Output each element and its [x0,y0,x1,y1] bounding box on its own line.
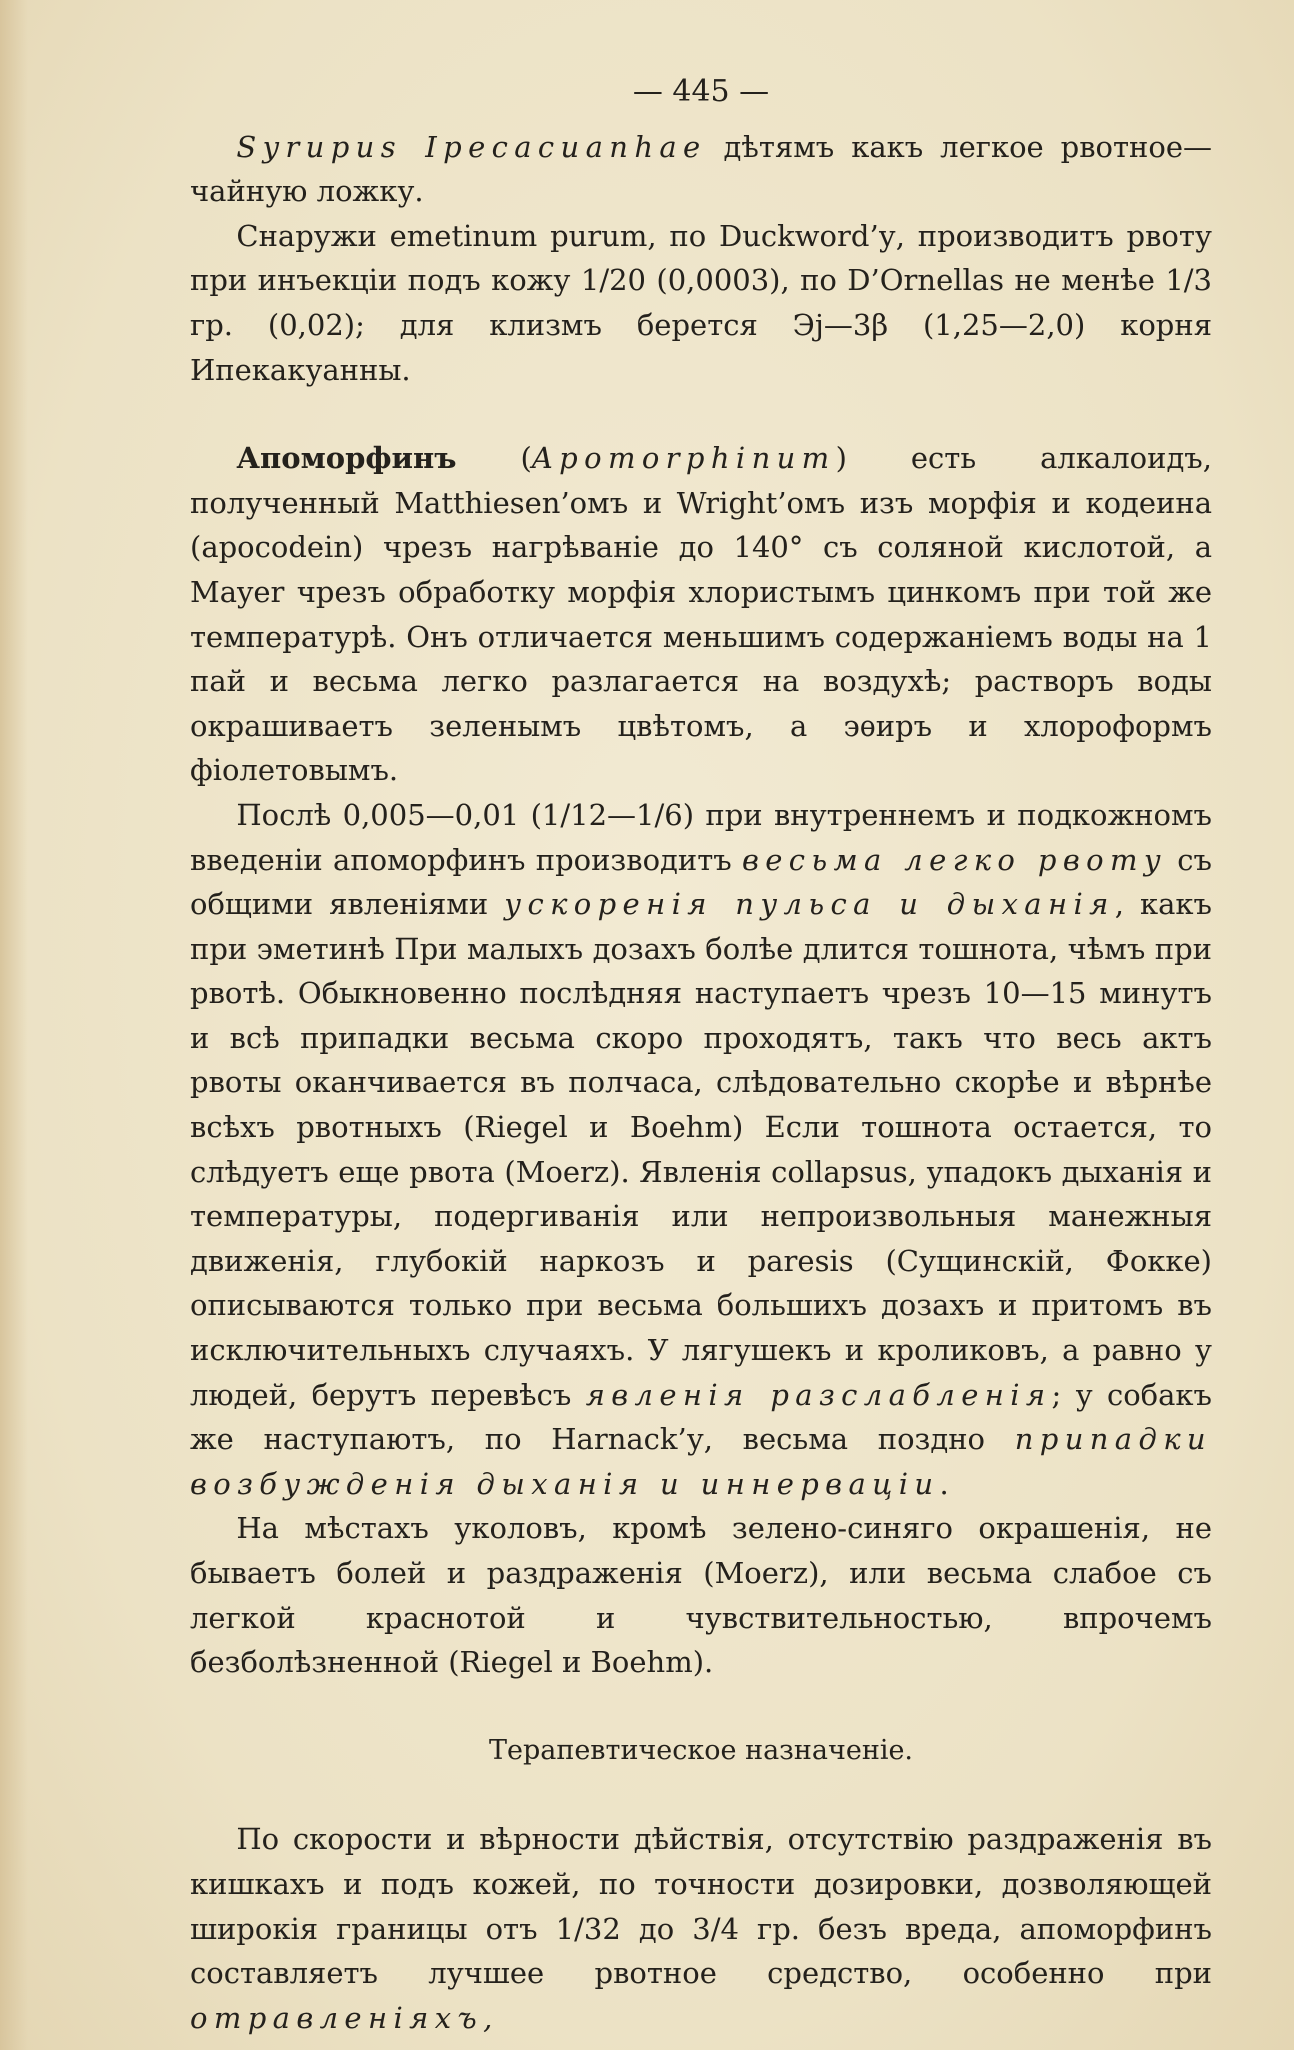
paragraph-text: . [939,1466,949,1501]
paragraph-text: По скорости и вѣрности дѣйствія, отсутствію раздраженія въ кишкахъ и подъ кожей, по точности дозировки, дозволяющей широкія границы отъ [190,1822,1212,1946]
section-heading: Терапевтическое назначеніе. [488,1734,914,1766]
term-apomorphinum-latin: Apomorphinum [531,441,836,476]
paragraph-injection-sites [190,1506,1212,1684]
page-binding-shadow [0,0,28,2050]
fraction: 1/6 [636,797,683,832]
page-text-block [190,70,1212,2040]
paragraph-text: ; у собакъ же наступаютъ, по Harnack’у, весьма поздно [190,1377,1212,1457]
emphasis: весьма легко рвоту [741,842,1168,877]
fraction: 1/32 [555,1911,621,1946]
emphasis: припадки возбужденія дыханія и иннерваціи [190,1422,1212,1501]
paragraph-text: Послѣ 0,005—0,01 ( [236,797,542,832]
paragraph-text: ) при внутреннемъ и подкожномъ введеніи апоморфинъ производитъ [190,797,1212,877]
fraction: 1/12 [541,797,608,832]
emphasis: явленія разслабленія [585,1377,1052,1412]
paragraph-text: дѣтямъ какъ легкое рвотное— чайную ложку. [190,129,1212,209]
fraction: 1/20 [580,263,646,298]
paragraph-syrupus [190,125,1212,214]
paragraph-text: до [620,1911,693,1946]
emphasis: ускоренія пульса и дыханія [504,887,1115,922]
emphasis: отравленіяхъ, [190,2000,499,2035]
paragraph-dosage-effects [190,793,1212,1507]
paragraph-text: На мѣстахъ уколовъ, кромѣ зелено-синяго окрашенія, не бываетъ болей и раздраженія (Moerz), или весьма слабое съ легкой краснотой и чувствительностью, впрочемъ безболѣзненной (Riegel и Boehm). [190,1511,1212,1680]
paragraph-text: (0,0003), по D’Ornellas не менѣе [646,263,1166,298]
fraction: 3/4 [692,1911,739,1946]
paragraph-text: Снаружи emetinum purum, по Duckword’у, производитъ рвоту при инъекціи подъ кожу [190,218,1212,298]
paragraph-text: гр. (0,02); для клизмъ берется Эj—3β (1,25—2,0) корня Ипекакуанны. [190,307,1212,387]
term-syrupus: Syrupus Ipecacuanhae [236,129,707,164]
page-number: — 445 — [632,74,770,109]
paragraph-emetinum [190,214,1212,392]
paragraph-text: съ общими явленіями [190,842,1212,922]
fraction: 1/3 [1165,263,1212,298]
paragraph-text: — [607,797,637,832]
paragraph-therapeutic [190,1817,1212,2040]
paragraph-text: есть алкалоидъ, полученный Matthiesen’омъ и Wright’омъ изъ морфія и кодеина (apocodein) чрезъ нагрѣваніе до 140° съ соляной кислотой, а Mayer чрезъ обработку морфія хлористымъ цинкомъ при той же температурѣ. Онъ отличается меньшимъ содержаніемъ воды на 1 пай и весьма легко разлагается на воздухѣ; растворъ воды окрашиваетъ зеленымъ цвѣтомъ, а эѳиръ и хлороформъ фіолетовымъ. [190,441,1212,788]
paragraph-text: , какъ при эметинѣ При малыхъ дозахъ болѣе длится тошнота, чѣмъ при рвотѣ. Обыкновенно послѣдняя наступаетъ чрезъ 10—15 минутъ и всѣ припадки весьма скоро проходятъ, такъ что весь актъ рвоты оканчивается въ полчаса, слѣдовательно скорѣе и вѣрнѣе всѣхъ рвотныхъ (Riegel и Boehm) Если тошнота остается, то слѣдуетъ еще рвота (Moerz). Явленія collapsus, упадокъ дыханія и температуры, подергиванія или непроизвольныя манежныя движенія, глубокій наркозъ и paresis (Сущинскій, Фокке) описываются только при весьма большихъ дозахъ и притомъ въ исключительныхъ случаяхъ. У лягушекъ и кроликовъ, а равно у людей, берутъ перевѣсъ [190,887,1212,1412]
paragraph-text: гр. безъ вреда, апоморфинъ составляетъ лучшее рвотное средство, особенно при [190,1911,1212,1991]
paragraph-apomorphinum: Апоморфинъ (Apomorphinum) есть алкалоидъ, полученный Matthiesen’омъ и Wright’омъ изъ морфія и кодеина (apocodein) чрезъ нагрѣваніе до 140° съ соляной кислотой, а Mayer чрезъ обработку морфія хлористымъ цинкомъ при той же температурѣ. Онъ отличается меньшимъ содержаніемъ воды на 1 пай и весьма легко разлагается на воздухѣ; растворъ воды окрашиваетъ зеленымъ цвѣтомъ, а эѳиръ и хлороформъ фіолетовымъ. [190,441,1212,788]
term-apomorphin: Апоморфинъ [236,441,457,476]
